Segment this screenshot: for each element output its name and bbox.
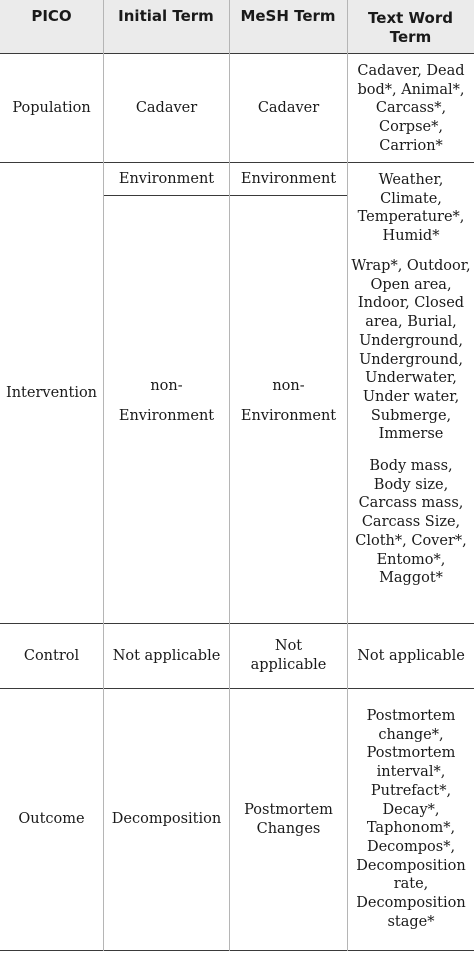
header-pico: PICO [31, 7, 72, 25]
intervention-environment-initial: Environment [118, 170, 215, 187]
intervention-pico: Intervention [5, 384, 98, 401]
control-text-word-term: Not applicable [357, 647, 465, 664]
intervention-text-words-environment: Weather, Climate, Temperature*, Humid* [357, 172, 465, 245]
row-divider-environment [103, 195, 347, 196]
intervention-non-environment-mesh: non- Environment [240, 378, 337, 424]
population-pico: Population [12, 99, 91, 116]
intervention-environment-mesh: Environment [240, 170, 337, 187]
intervention-text-words-location: Wrap*, Outdoor, Open area, Indoor, Closed area, Burial, Underground, Underground, Underwater, Under water, Submerge, Immerse [351, 258, 471, 443]
outcome-text-words: Postmortem change*, Postmortem interval*, Putrefact*, Decay*, Taphonom*, Decompos*, Decomposition rate, Decomposition stage* [356, 708, 466, 930]
outcome-mesh-term: Postmortem Changes [244, 801, 333, 837]
outcome-pico: Outcome [18, 811, 85, 828]
row-divider-outcome [0, 950, 474, 951]
header-mesh-term: MeSH Term [240, 7, 336, 25]
population-initial-term: Cadaver [135, 99, 198, 116]
header-text-word-term: Text Word Term [368, 9, 453, 46]
header-initial-term: Initial Term [118, 7, 214, 25]
control-pico: Control [23, 647, 80, 664]
control-mesh-term: Not applicable [250, 638, 327, 673]
population-mesh-term: Cadaver [257, 99, 320, 116]
population-text-words: Cadaver, Dead bod*, Animal*, Carcass*, Corpse*, Carrion* [357, 63, 465, 154]
intervention-text-words-body: Body mass, Body size, Carcass mass, Carcass Size, Cloth*, Cover*, Entomo*, Maggot* [355, 458, 467, 587]
intervention-non-environment-initial: non- Environment [118, 378, 215, 424]
control-initial-term: Not applicable [112, 647, 221, 664]
outcome-initial-term: Decomposition [111, 811, 222, 828]
